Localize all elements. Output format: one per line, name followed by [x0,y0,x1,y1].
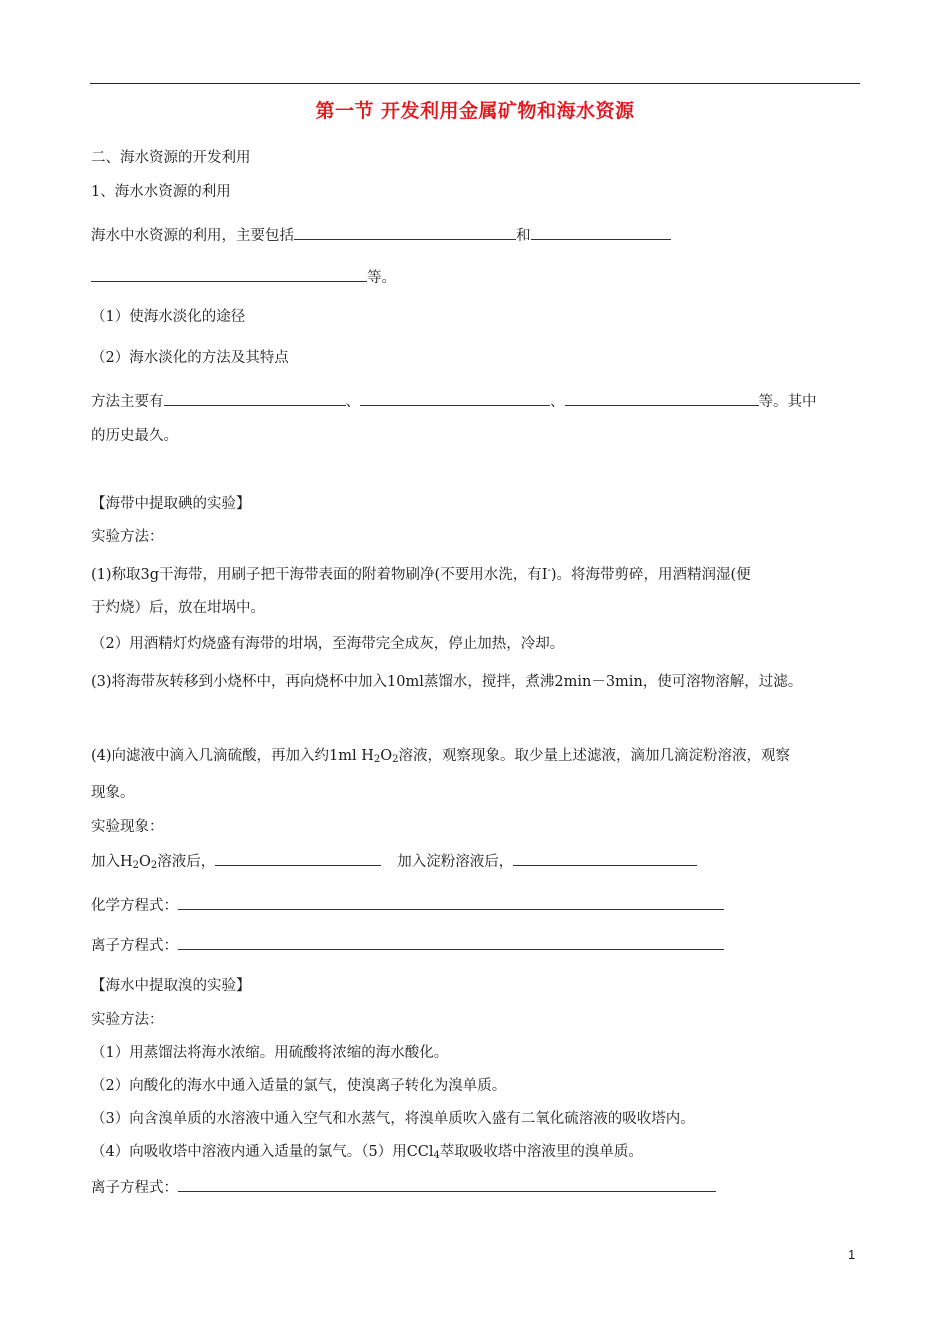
iodine-step-1-cont: 于灼烧）后，放在坩埚中。 [91,600,265,616]
answer-blank-11[interactable] [178,1176,716,1192]
method-label: 实验方法： [91,1012,164,1028]
step-text: 溶液，观察现象。取少量上述滤液，滴加几滴淀粉溶液，观察 [398,748,791,764]
chem-equation-label: 化学方程式： [91,898,178,914]
separator: 、 [345,394,360,410]
superscript: - [547,565,551,576]
method-label: 实验方法： [91,529,164,545]
bromine-step-1: （1）用蒸馏法将海水浓缩。用硫酸将浓缩的海水酸化。 [91,1045,449,1061]
methods-suffix: 等。其中 [758,394,817,410]
water-use-prefix: 海水中水资源的利用，主要包括 [91,228,294,244]
phenomenon-line [91,850,697,876]
step-text: (4)向滤液中滴入几滴硫酸，再加入约1ml H [91,748,374,764]
iodine-heading: 【海带中提取碘的实验】 [91,496,251,512]
subscript: 2 [373,754,381,765]
header-rule [90,83,860,84]
chem-equation-line [91,894,724,916]
iodine-step-4-cont: 现象。 [91,785,135,801]
step-text: )。将海带剪碎，用酒精润湿(便 [550,567,751,583]
phenom-text-2: 加入淀粉溶液后， [397,854,514,870]
methods-line [91,390,817,412]
bromine-ion-equation-line [91,1176,716,1198]
step-text: （4）向吸收塔中溶液内通入适量的氯气。（5）用CCl [91,1144,434,1160]
answer-blank-1[interactable] [294,224,516,240]
water-use-line [91,224,671,246]
ion-equation-line [91,934,724,956]
methods-prefix: 方法主要有 [91,394,164,410]
bromine-heading: 【海水中提取溴的实验】 [91,978,251,994]
answer-blank-5[interactable] [360,390,550,406]
water-use-etc: 等。 [367,270,396,286]
iodine-step-3: (3)将海带灰转移到小烧杯中，再向烧杯中加入10ml蒸馏水，搅拌，煮沸2min－3min，使可溶物溶解，过滤。 [91,674,803,690]
subscript: 2 [392,754,399,765]
subscript: 2 [150,860,158,871]
phenom-text: O [139,854,151,870]
water-use-and: 和 [516,228,531,244]
subscript: 2 [132,860,140,871]
answer-blank-10[interactable] [178,934,724,950]
list-item: （2）海水淡化的方法及其特点 [91,350,289,366]
subsection-heading: 1、海水水资源的利用 [91,184,231,200]
answer-blank-3[interactable] [91,266,367,282]
phenom-text: 溶液后， [157,854,216,870]
answer-blank-7[interactable] [215,850,381,866]
answer-blank-9[interactable] [178,894,724,910]
separator: 、 [550,394,565,410]
step-text: (1)称取3g干海带，用刷子把干海带表面的附着物刷净(不要用水洗，有I [91,567,548,583]
subscript: 4 [433,1150,440,1161]
phenom-text: 加入H [91,854,133,870]
answer-blank-6[interactable] [565,390,759,406]
iodine-step-1 [91,561,751,585]
iodine-step-4 [91,746,790,770]
answer-blank-4[interactable] [164,390,346,406]
list-item: （1）使海水淡化的途径 [91,309,246,325]
answer-blank-8[interactable] [513,850,697,866]
water-use-line-2 [91,266,396,288]
ion-equation-label: 离子方程式： [91,938,178,954]
step-text: 萃取吸收塔中溶液里的溴单质。 [439,1144,643,1160]
section-heading: 二、海水资源的开发利用 [91,150,251,166]
phenomenon-label: 实验现象： [91,819,164,835]
page-title: 第一节 开发利用金属矿物和海水资源 [315,100,635,122]
methods-line-2: 的历史最久。 [91,428,178,444]
answer-blank-2[interactable] [531,224,671,240]
iodine-step-2: （2）用酒精灯灼烧盛有海带的坩埚，至海带完全成灰，停止加热，冷却。 [91,636,565,652]
bromine-step-3: （3）向含溴单质的水溶液中通入空气和水蒸气，将溴单质吹入盛有二氧化硫溶液的吸收塔内。 [91,1111,695,1127]
bromine-step-4 [91,1142,643,1166]
bromine-step-2: （2）向酸化的海水中通入适量的氯气，使溴离子转化为溴单质。 [91,1078,507,1094]
ion-equation-label: 离子方程式： [91,1180,178,1196]
step-text: O [380,748,393,764]
page-number: 1 [848,1247,856,1262]
